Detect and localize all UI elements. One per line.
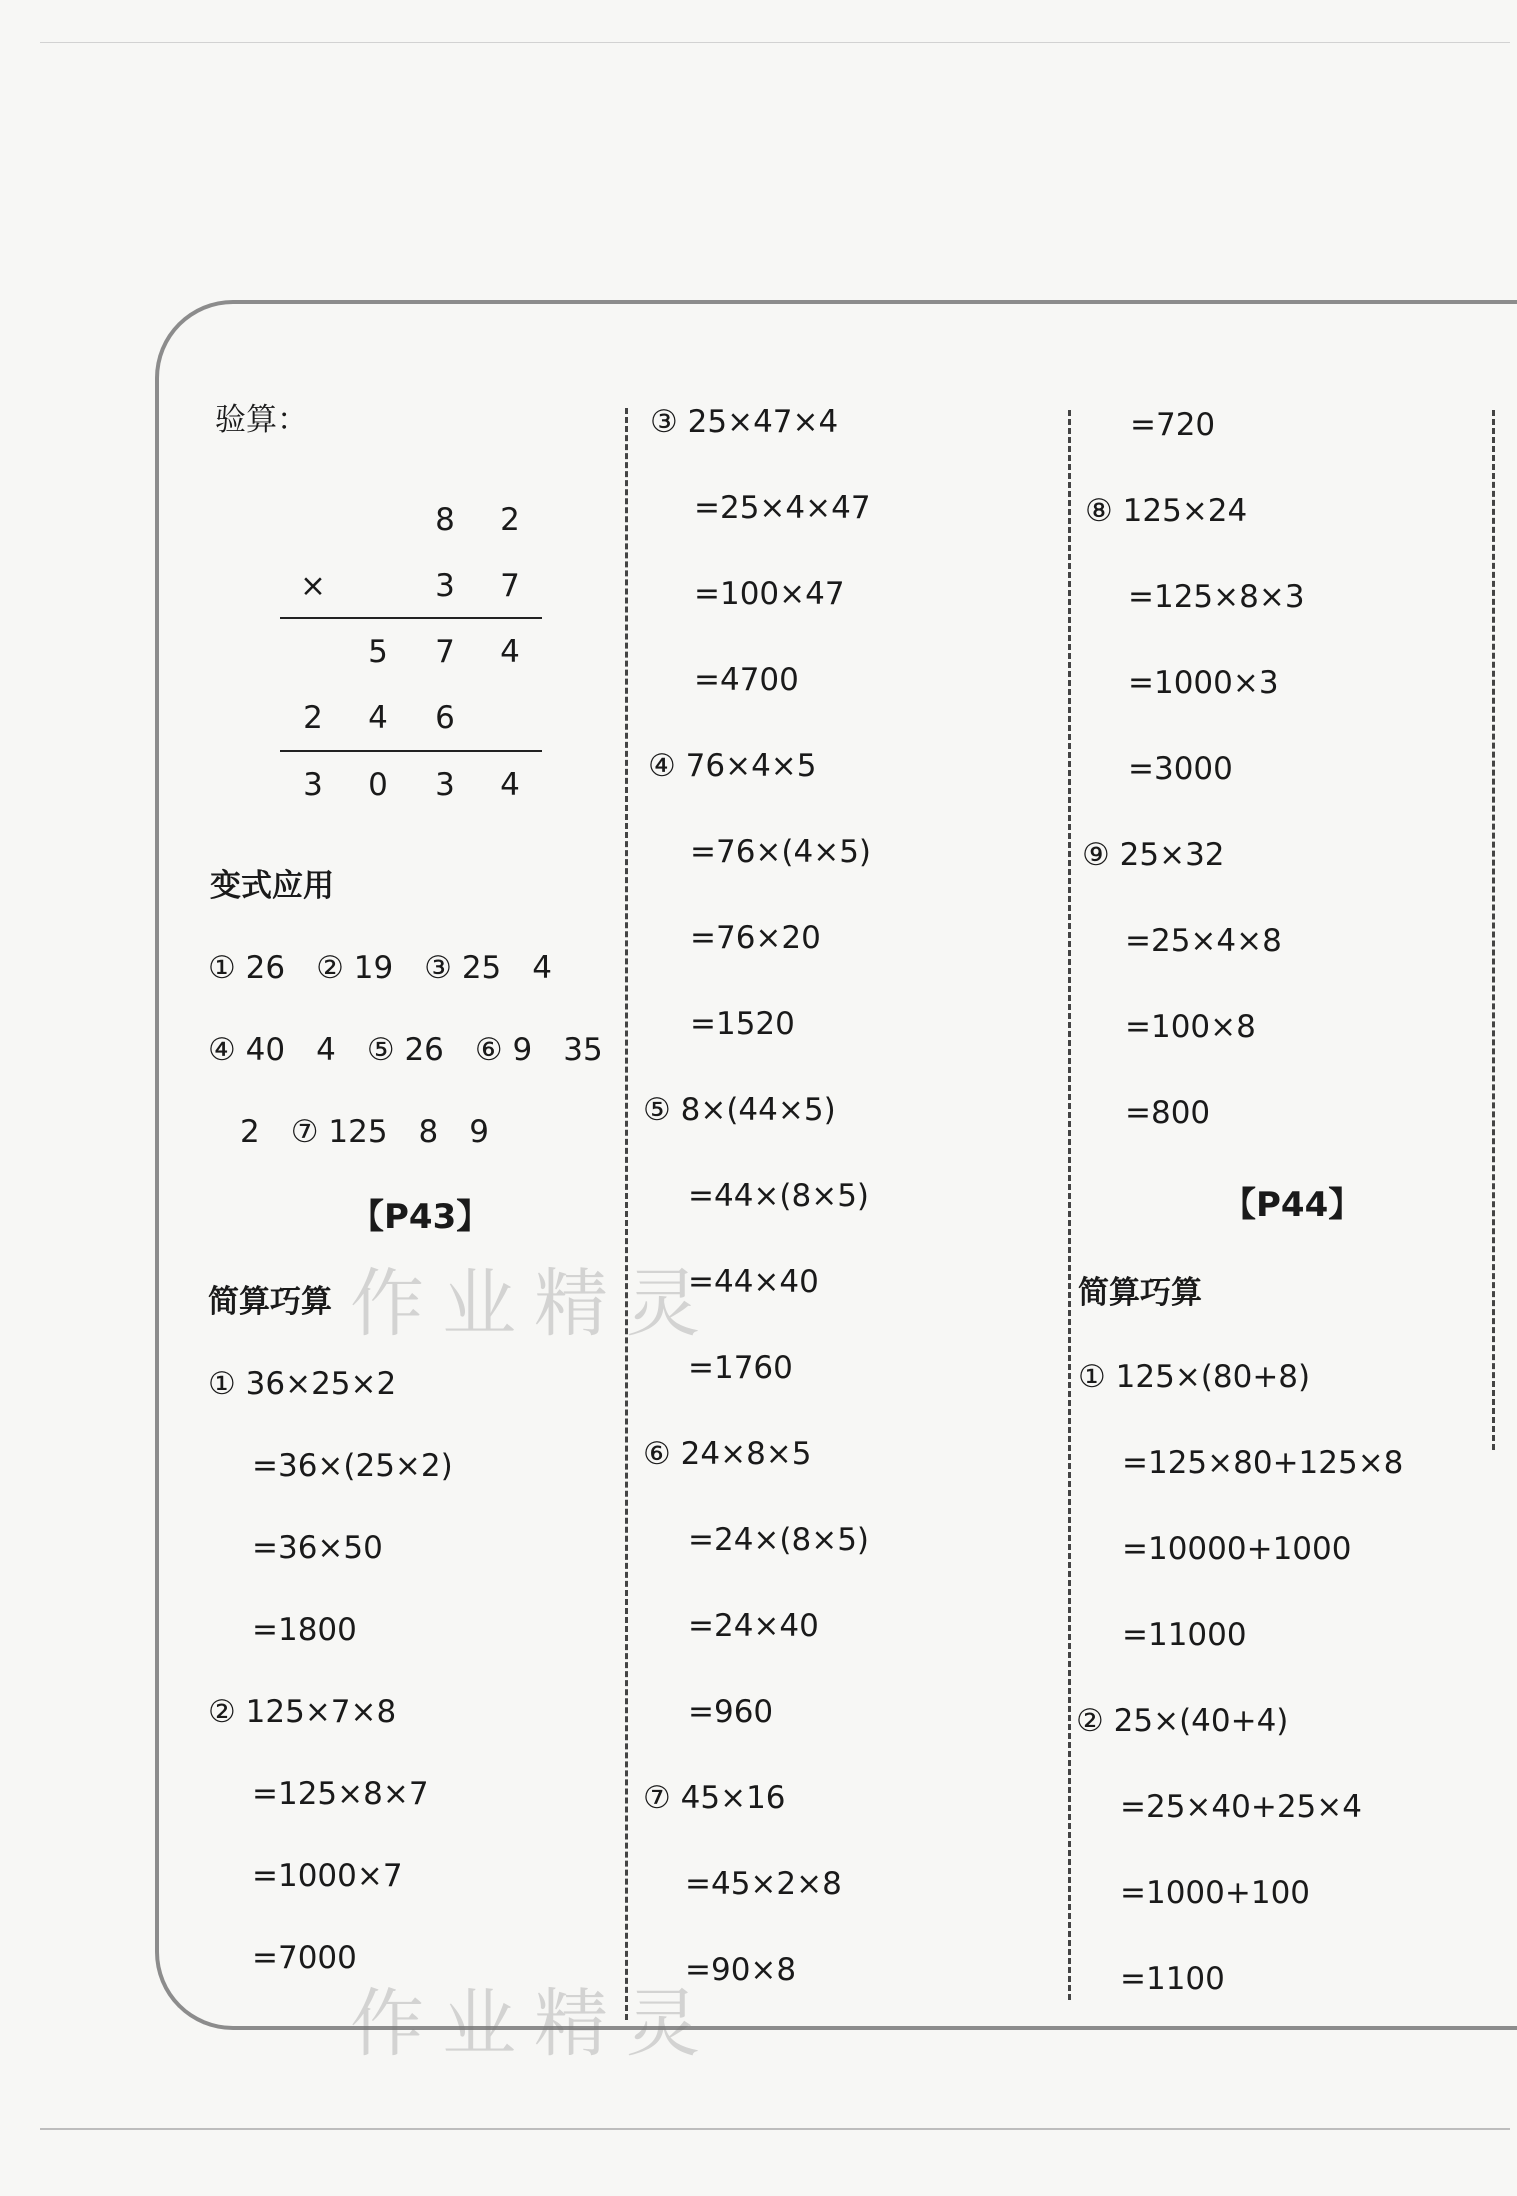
calc-line: =11000	[1122, 1617, 1247, 1653]
digit: 5	[368, 634, 388, 670]
calc-line: =36×50	[252, 1530, 383, 1566]
calc-line: ② 25×(40+4)	[1076, 1703, 1289, 1739]
calc-line: =1760	[688, 1350, 793, 1386]
calc-line: =1100	[1120, 1961, 1225, 1997]
calc-line: =90×8	[685, 1952, 797, 1988]
bottom-faint-line	[40, 2128, 1510, 2130]
calc-line: =1000+100	[1120, 1875, 1311, 1911]
digit: 2	[303, 700, 323, 736]
calc-line: =100×8	[1125, 1009, 1256, 1045]
simple-heading: 简算巧算	[1078, 1275, 1202, 1311]
calc-line: ⑧ 125×24	[1085, 493, 1248, 529]
top-faint-line	[40, 42, 1510, 43]
calc-line: ① 125×(80+8)	[1078, 1359, 1311, 1395]
watermark: 作业精灵	[350, 1261, 718, 1347]
calc-line: =25×4×8	[1125, 923, 1282, 959]
multiplication-rule-2	[280, 750, 542, 752]
column-divider-2	[1068, 410, 1071, 2000]
digit: 8	[435, 502, 455, 538]
watermark: 作业精灵	[350, 1981, 718, 2067]
calc-line: =800	[1125, 1095, 1211, 1131]
digit: 2	[500, 502, 520, 538]
calc-line: ⑤ 8×(44×5)	[643, 1092, 836, 1128]
calc-line: ⑨ 25×32	[1082, 837, 1225, 873]
calc-line: =76×20	[690, 920, 821, 956]
calc-line: =45×2×8	[685, 1866, 842, 1902]
multiplication-rule-1	[280, 617, 542, 619]
calc-line: =125×8×7	[252, 1776, 429, 1812]
variant-line: 2 ⑦ 125 8 9	[240, 1114, 489, 1150]
calc-line: =1000×7	[252, 1858, 403, 1894]
calc-line: =10000+1000	[1122, 1531, 1352, 1567]
variant-line: ① 26 ② 19 ③ 25 4	[208, 950, 552, 986]
page-label-p44: 【P44】	[1222, 1185, 1363, 1225]
calc-line: =24×(8×5)	[688, 1522, 870, 1558]
calc-line: =25×4×47	[694, 490, 871, 526]
calc-line: =76×(4×5)	[690, 834, 872, 870]
calc-line: =125×8×3	[1128, 579, 1305, 615]
times-sign: ×	[300, 568, 326, 604]
calc-line: ① 36×25×2	[208, 1366, 397, 1402]
calc-line: =1520	[690, 1006, 795, 1042]
calc-line: =44×(8×5)	[688, 1178, 870, 1214]
calc-line: =44×40	[688, 1264, 819, 1300]
calc-line: =720	[1130, 407, 1216, 443]
calc-line: =3000	[1128, 751, 1233, 787]
check-label: 验算：	[215, 402, 308, 438]
digit: 4	[368, 700, 388, 736]
digit: 0	[368, 767, 388, 803]
calc-line: ② 125×7×8	[208, 1694, 397, 1730]
calc-line: ⑥ 24×8×5	[643, 1436, 812, 1472]
calc-line: =25×40+25×4	[1120, 1789, 1362, 1825]
page-label-p43: 【P43】	[350, 1197, 491, 1237]
calc-line: ③ 25×47×4	[650, 404, 839, 440]
digit: 3	[303, 767, 323, 803]
calc-line: =7000	[252, 1940, 357, 1976]
calc-line: =36×(25×2)	[252, 1448, 453, 1484]
simple-heading: 简算巧算	[208, 1284, 332, 1320]
calc-line: =1800	[252, 1612, 357, 1648]
variant-heading: 变式应用	[210, 868, 334, 904]
calc-line: =1000×3	[1128, 665, 1279, 701]
column-divider-3	[1492, 410, 1495, 1450]
answer-frame	[155, 300, 1517, 2030]
digit: 4	[500, 767, 520, 803]
calc-line: =100×47	[694, 576, 845, 612]
digit: 7	[500, 568, 520, 604]
digit: 4	[500, 634, 520, 670]
digit: 3	[435, 568, 455, 604]
variant-line: ④ 40 4 ⑤ 26 ⑥ 9 35	[208, 1032, 603, 1068]
calc-line: ④ 76×4×5	[648, 748, 817, 784]
calc-line: ⑦ 45×16	[643, 1780, 786, 1816]
calc-line: =125×80+125×8	[1122, 1445, 1404, 1481]
digit: 3	[435, 767, 455, 803]
column-divider-1	[625, 408, 628, 2020]
digit: 6	[435, 700, 455, 736]
calc-line: =4700	[694, 662, 799, 698]
calc-line: =960	[688, 1694, 774, 1730]
calc-line: =24×40	[688, 1608, 819, 1644]
digit: 7	[435, 634, 455, 670]
